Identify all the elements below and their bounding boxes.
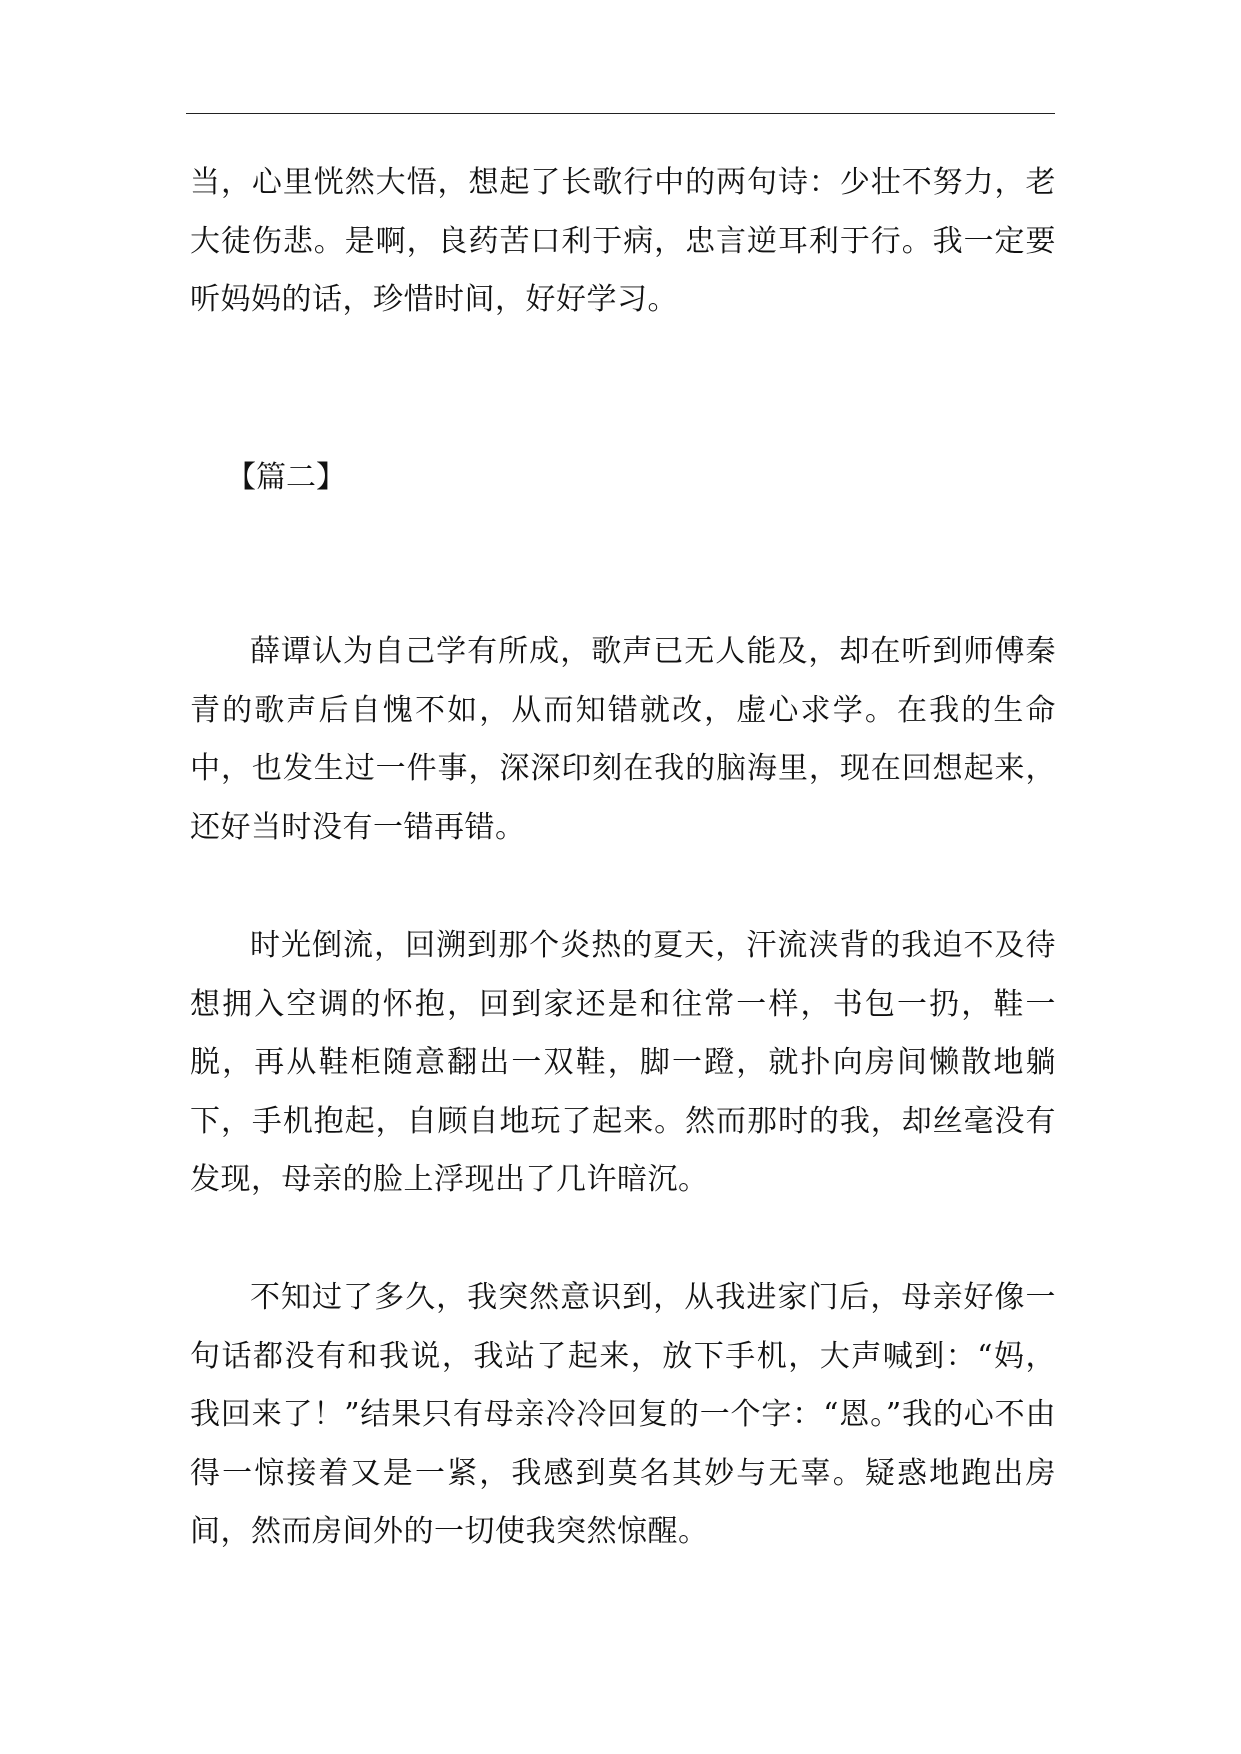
section-title: 【篇二】 xyxy=(226,460,346,495)
paragraph-3: 不知过了多久，我突然意识到，从我进家门后，母亲好像一句话都没有和我说，我站了起来，放下手机，大声喊到：“妈，我回来了！”结果只有母亲冷冷回复的一个字：“恩。”我的心不由得一惊接着又是一紧，我感到莫名其妙与无辜。疑惑地跑出房间，然而房间外的一切使我突然惊醒。 xyxy=(190,1280,1056,1549)
paragraph-2: 时光倒流，回溯到那个炎热的夏天，汗流浃背的我迫不及待想拥入空调的怀抱，回到家还是和往常一样，书包一扔，鞋一脱，再从鞋柜随意翻出一双鞋，脚一蹬，就扑向房间懒散地躺下，手机抱起，自顾自地玩了起来。然而那时的我，却丝毫没有发现，母亲的脸上浮现出了几许暗沉。 xyxy=(190,928,1056,1197)
paragraph-continuation: 当，心里恍然大悟，想起了长歌行中的两句诗：少壮不努力，老大徒伤悲。是啊，良药苦口利于病，忠言逆耳利于行。我一定要听妈妈的话，珍惜时间，好好学习。 xyxy=(190,165,1056,317)
header-rule xyxy=(186,113,1055,114)
paragraph-1: 薛谭认为自己学有所成，歌声已无人能及，却在听到师傅秦青的歌声后自愧不如，从而知错就改，虚心求学。在我的生命中，也发生过一件事，深深印刻在我的脑海里，现在回想起来，还好当时没有一错再错。 xyxy=(190,634,1056,845)
